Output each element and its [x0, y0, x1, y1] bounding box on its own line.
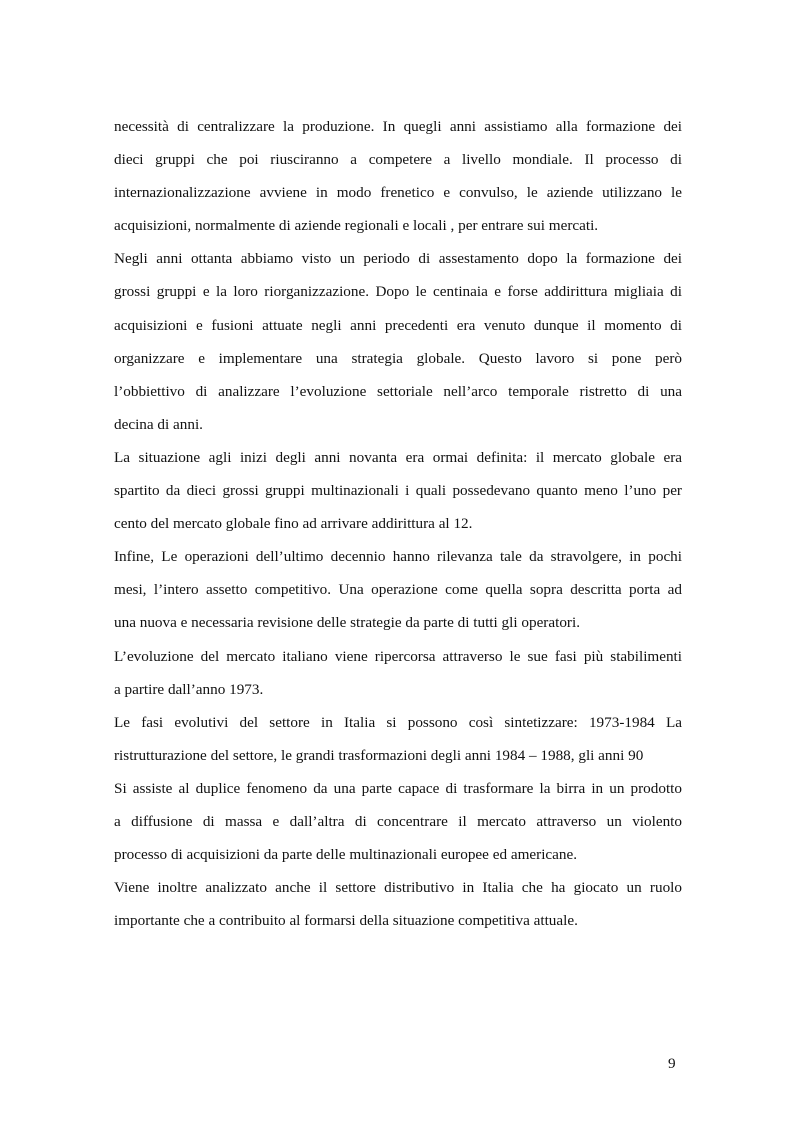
text-line: Le fasi evolutivi del settore in Italia si possono così sintetizzare: 1973-1984 La [114, 713, 682, 731]
text-line: importante che a contribuito al formarsi della situazione competitiva attuale. [114, 912, 578, 930]
text-line: internazionalizzazione avviene in modo frenetico e convulso, le aziende utilizzano le [114, 184, 682, 202]
text-line: una nuova e necessaria revisione delle strategie da parte di tutti gli operatori. [114, 614, 580, 632]
text-line: La situazione agli inizi degli anni novanta era ormai definita: il mercato globale era [114, 448, 682, 466]
paragraph-6 [114, 706, 682, 772]
text-line: L’evoluzione del mercato italiano viene ripercorsa attraverso le sue fasi più stabilimenti [114, 647, 682, 665]
paragraph-5 [114, 640, 682, 706]
text-line: decina di anni. [114, 415, 203, 433]
text-line: a diffusione di massa e dall’altra di concentrare il mercato attraverso un violento [114, 812, 682, 830]
text-line: grossi gruppi e la loro riorganizzazione. Dopo le centinaia e forse addirittura migliaia di [114, 283, 682, 301]
text-line: Si assiste al duplice fenomeno da una parte capace di trasformare la birra in un prodotto [114, 779, 682, 797]
text-line: acquisizioni e fusioni attuate negli anni precedenti era venuto dunque il momento di [114, 316, 682, 334]
paragraph-7 [114, 772, 682, 871]
text-line: Viene inoltre analizzato anche il settore distributivo in Italia che ha giocato un ruolo [114, 879, 682, 897]
paragraph-4 [114, 540, 682, 639]
text-line: l’obbiettivo di analizzare l’evoluzione settoriale nell’arco temporale ristretto di una [114, 382, 682, 400]
text-line: organizzare e implementare una strategia globale. Questo lavoro si pone però [114, 349, 682, 367]
text-line: cento del mercato globale fino ad arrivare addirittura al 12. [114, 515, 473, 533]
text-line: acquisizioni, normalmente di aziende regionali e locali , per entrare sui mercati. [114, 217, 599, 235]
text-line: ristrutturazione del settore, le grandi trasformazioni degli anni 1984 – 1988, gli anni 90 [114, 746, 644, 764]
paragraph-3 [114, 441, 682, 540]
text-line: dieci gruppi che poi riusciranno a competere a livello mondiale. Il processo di [114, 151, 682, 169]
text-line: processo di acquisizioni da parte delle multinazionali europee ed americane. [114, 846, 578, 864]
document-body [114, 110, 682, 937]
text-line: Infine, Le operazioni dell’ultimo decennio hanno rilevanza tale da stravolgere, in pochi [114, 548, 682, 566]
text-line: necessità di centralizzare la produzione. In quegli anni assistiamo alla formazione dei [114, 118, 682, 135]
paragraph-8 [114, 871, 682, 937]
text-line: Negli anni ottanta abbiamo visto un periodo di assestamento dopo la formazione dei [114, 250, 682, 268]
paragraph-1 [114, 110, 682, 242]
page-number: 9 [668, 1055, 676, 1072]
paragraph-2 [114, 242, 682, 441]
text-line: spartito da dieci grossi gruppi multinazionali i quali possedevano quanto meno l’uno per [114, 482, 682, 500]
text-line: mesi, l’intero assetto competitivo. Una operazione come quella sopra descritta porta ad [114, 581, 682, 599]
text-line: a partire dall’anno 1973. [114, 680, 264, 698]
